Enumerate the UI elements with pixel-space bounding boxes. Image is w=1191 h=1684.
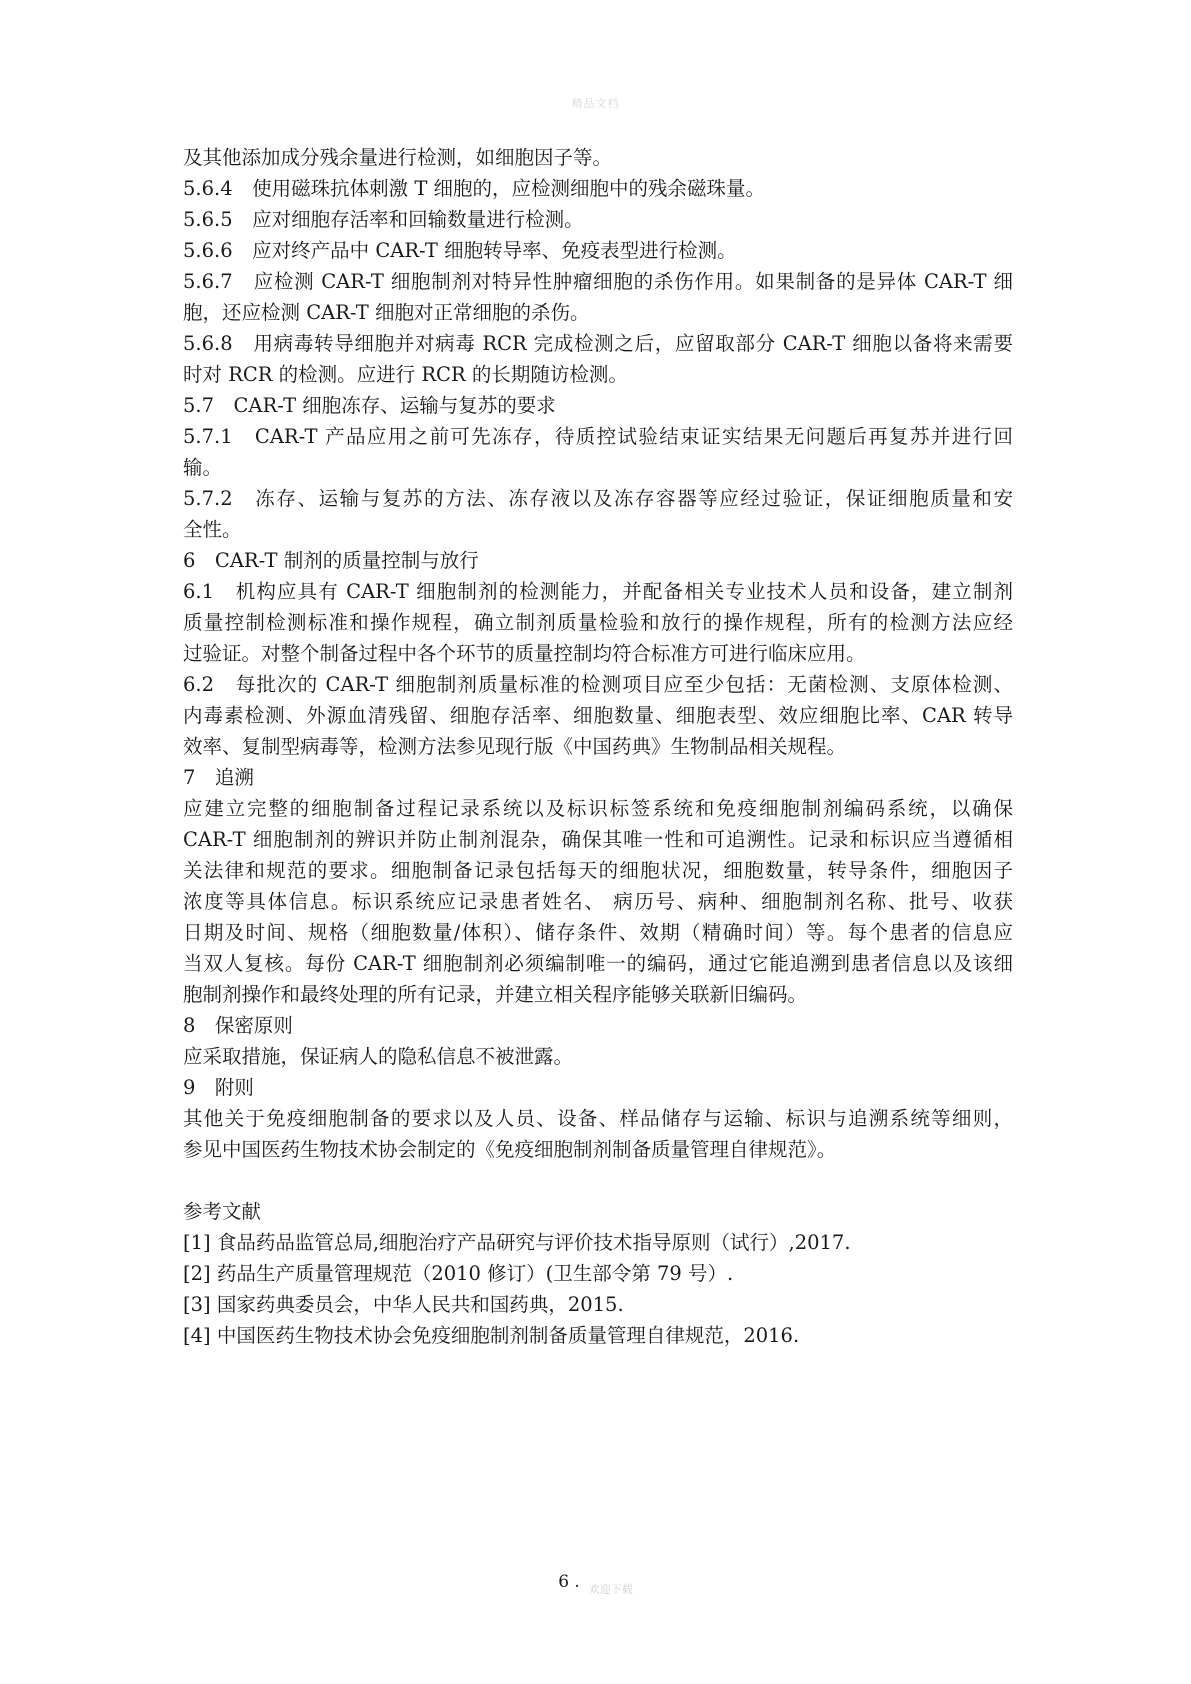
footer-watermark: 欢迎下载 <box>588 1583 633 1596</box>
reference-item: [1] 食品药品监管总局,细胞治疗产品研究与评价技术指导原则（试行）,2017. <box>183 1231 851 1254</box>
section-5-6-7: 5.6.7 应检测 CAR-T 细胞制剂对特异性肿瘤细胞的杀伤作用。如果制备的是异体 CAR-T 细 <box>183 270 1013 293</box>
section-5-6-5: 5.6.5 应对细胞存活率和回输数量进行检测。 <box>183 208 584 231</box>
body-line: 浓度等具体信息。标识系统应记录患者姓名、 病历号、病种、细胞制剂名称、批号、收获 <box>183 890 1013 913</box>
reference-item: [2] 药品生产质量管理规范（2010 修订）(卫生部令第 79 号）. <box>183 1262 734 1285</box>
body-line: 日期及时间、规格（细胞数量/体积）、储存条件、效期（精确时间）等。每个患者的信息应 <box>183 921 1013 944</box>
body-line: CAR-T 细胞制剂的辨识并防止制剂混杂，确保其唯一性和可追溯性。记录和标识应当遵循相 <box>183 828 1013 851</box>
body-line: 参见中国医药生物技术协会制定的《免疫细胞制剂制备质量管理自律规范》。 <box>183 1138 837 1161</box>
body-line: 过验证。对整个制备过程中各个环节的质量控制均符合标准方可进行临床应用。 <box>183 642 866 665</box>
document-body <box>183 142 1013 1351</box>
section-6-1: 6.1 机构应具有 CAR-T 细胞制剂的检测能力，并配备相关专业技术人员和设备，建立制剂 <box>183 580 1013 603</box>
section-5-7-heading: 5.7 CAR-T 细胞冻存、运输与复苏的要求 <box>183 394 556 417</box>
section-5-7-2: 5.7.2 冻存、运输与复苏的方法、冻存液以及冻存容器等应经过验证，保证细胞质量和安 <box>183 487 1013 510</box>
section-6-2: 6.2 每批次的 CAR-T 细胞制剂质量标准的检测项目应至少包括：无菌检测、支原体检测、 <box>183 673 1013 696</box>
page-number: 6 <box>558 1572 570 1592</box>
body-line: 内毒素检测、外源血清残留、细胞存活率、细胞数量、细胞表型、效应细胞比率、CAR 转导 <box>183 704 1013 727</box>
body-line: 关法律和规范的要求。细胞制备记录包括每天的细胞状况，细胞数量，转导条件，细胞因子 <box>183 859 1013 882</box>
header-watermark: 精品文档 <box>571 97 620 110</box>
body-line: 当双人复核。每份 CAR-T 细胞制剂必须编制唯一的编码，通过它能追溯到患者信息以及该细 <box>183 952 1013 975</box>
paragraph-gap <box>183 1165 1013 1196</box>
section-5-7-1: 5.7.1 CAR-T 产品应用之前可先冻存，待质控试验结束证实结果无问题后再复苏并进行回 <box>183 425 1013 448</box>
reference-item: [3] 国家药典委员会，中华人民共和国药典，2015. <box>183 1293 624 1316</box>
body-line: 全性。 <box>183 518 242 541</box>
reference-item: [4] 中国医药生物技术协会免疫细胞制剂制备质量管理自律规范，2016. <box>183 1324 800 1347</box>
body-line: 胞制剂操作和最终处理的所有记录，并建立相关程序能够关联新旧编码。 <box>183 983 808 1006</box>
body-line: 质量控制检测标准和操作规程，确立制剂质量检验和放行的操作规程，所有的检测方法应经 <box>183 611 1013 634</box>
section-5-6-4: 5.6.4 使用磁珠抗体刺激 T 细胞的，应检测细胞中的残余磁珠量。 <box>183 177 766 200</box>
section-9-heading: 9 附则 <box>183 1076 254 1099</box>
body-line: 及其他添加成分残余量进行检测，如细胞因子等。 <box>183 146 613 169</box>
body-line: 胞，还应检测 CAR-T 细胞对正常细胞的杀伤。 <box>183 301 590 324</box>
section-8-paragraph: 应采取措施，保证病人的隐私信息不被泄露。 <box>183 1045 574 1068</box>
section-9-paragraph: 其他关于免疫细胞制备的要求以及人员、设备、样品储存与运输、标识与追溯系统等细则， <box>183 1107 1013 1130</box>
section-5-6-6: 5.6.6 应对终产品中 CAR-T 细胞转导率、免疫表型进行检测。 <box>183 239 737 262</box>
page-footer <box>0 1572 1191 1596</box>
section-7-paragraph: 应建立完整的细胞制备过程记录系统以及标识标签系统和免疫细胞制剂编码系统，以确保 <box>183 797 1013 820</box>
page-number-separator: . <box>574 1572 580 1592</box>
section-5-6-8: 5.6.8 用病毒转导细胞并对病毒 RCR 完成检测之后，应留取部分 CAR-T 细胞以备将来需要 <box>183 332 1013 355</box>
body-line: 效率、复制型病毒等，检测方法参见现行版《中国药典》生物制品相关规程。 <box>183 735 847 758</box>
references-heading: 参考文献 <box>183 1200 262 1223</box>
section-7-heading: 7 追溯 <box>183 766 254 789</box>
body-line: 输。 <box>183 456 223 479</box>
section-8-heading: 8 保密原则 <box>183 1014 293 1037</box>
body-line: 时对 RCR 的检测。应进行 RCR 的长期随访检测。 <box>183 363 628 386</box>
section-6-heading: 6 CAR-T 制剂的质量控制与放行 <box>183 549 479 572</box>
